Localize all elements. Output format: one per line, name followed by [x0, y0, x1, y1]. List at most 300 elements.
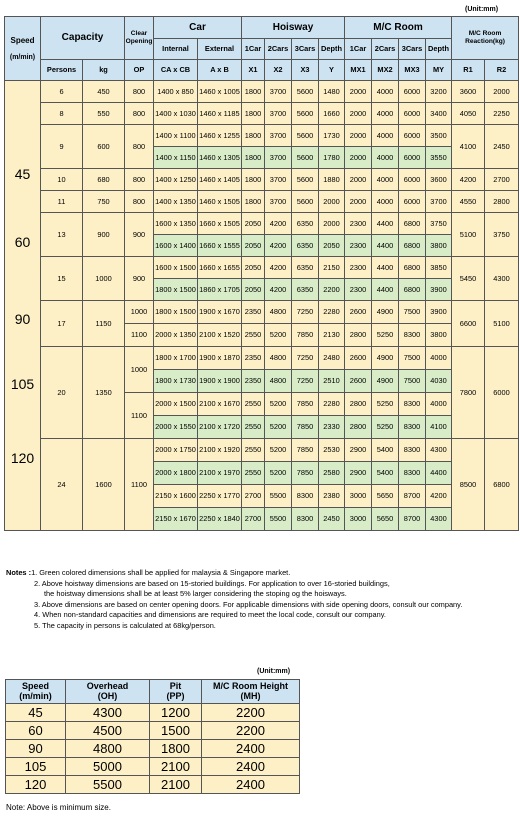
external-cell: 1460 x 1305: [198, 147, 242, 169]
mx1-cell: 2900: [345, 462, 372, 485]
x1-cell: 2050: [242, 279, 265, 301]
mx2-cell: 5400: [372, 439, 399, 462]
external-cell: 1460 x 1505: [198, 191, 242, 213]
my-cell: 3900: [426, 301, 452, 324]
hoisway-3cars-header: 3Cars: [292, 39, 319, 60]
y-cell: 2330: [319, 416, 345, 439]
x2-cell: 4200: [265, 279, 292, 301]
mx2-cell: 4400: [372, 257, 399, 279]
mx1-cell: 2600: [345, 370, 372, 393]
mx3-cell: 8300: [399, 416, 426, 439]
x2-cell: 5200: [265, 416, 292, 439]
min-pit-cell: 1200: [150, 704, 202, 722]
x1-cell: 2050: [242, 235, 265, 257]
persons-cell: 8: [41, 103, 83, 125]
internal-cell: 1600 x 1400: [154, 235, 198, 257]
op-header: OP: [125, 60, 154, 81]
x2-cell: 4800: [265, 301, 292, 324]
table-row: [5, 169, 519, 191]
y-cell: 1780: [319, 147, 345, 169]
persons-cell: 10: [41, 169, 83, 191]
mx1-cell: 2600: [345, 347, 372, 370]
r2-cell: 5100: [485, 301, 519, 347]
min-mc-height-cell: 2400: [202, 776, 300, 794]
external-cell: 2250 x 1770: [198, 485, 242, 508]
mx1-cell: 2800: [345, 393, 372, 416]
x2-cell: 3700: [265, 103, 292, 125]
x2-cell: 3700: [265, 169, 292, 191]
internal-cell: 1400 x 1030: [154, 103, 198, 125]
min-speed-cell: 90: [6, 740, 66, 758]
mx1-cell: 2600: [345, 301, 372, 324]
r1-cell: 5100: [452, 213, 485, 257]
mx3-cell: 6800: [399, 257, 426, 279]
x3-cell: 5600: [292, 103, 319, 125]
kg-cell: 680: [83, 169, 125, 191]
mx3-cell: 6800: [399, 279, 426, 301]
hoisway-1car-header: 1Car: [242, 39, 265, 60]
mx2-cell: 5650: [372, 485, 399, 508]
min-speed-cell: 45: [6, 704, 66, 722]
mc-room-header: M/C Room: [345, 17, 452, 39]
internal-cell: 1400 x 850: [154, 81, 198, 103]
unit-label-top: (Unit:mm): [465, 6, 499, 13]
table-row: [6, 704, 300, 722]
external-cell: 1460 x 1185: [198, 103, 242, 125]
min-speed-header: Speed (m/min): [6, 680, 66, 704]
x3-cell: 5600: [292, 81, 319, 103]
mx3-cell: 8300: [399, 324, 426, 347]
external-cell: 1900 x 1870: [198, 347, 242, 370]
hoisway-header: Hoisway: [242, 17, 345, 39]
mx1-cell: 2300: [345, 235, 372, 257]
x3-cell: 5600: [292, 169, 319, 191]
x2-cell: 5200: [265, 324, 292, 347]
min-mc-height-cell: 2400: [202, 758, 300, 776]
op-cell: 1000: [125, 347, 154, 393]
y-cell: 2530: [319, 439, 345, 462]
min-pit-header: Pit (PP): [150, 680, 202, 704]
mx3-cell: 7500: [399, 370, 426, 393]
external-cell: 1860 x 1705: [198, 279, 242, 301]
my-cell: 4000: [426, 393, 452, 416]
mx1-cell: 3000: [345, 485, 372, 508]
x2-cell: 3700: [265, 191, 292, 213]
table-row: [6, 758, 300, 776]
y-cell: 1480: [319, 81, 345, 103]
table-row: [5, 125, 519, 147]
x2-cell: 4200: [265, 235, 292, 257]
x3-cell: 6350: [292, 213, 319, 235]
table-row: [5, 439, 519, 462]
mx1-cell: 2900: [345, 439, 372, 462]
x3-cell: 6350: [292, 235, 319, 257]
internal-cell: 2000 x 1750: [154, 439, 198, 462]
persons-cell: 13: [41, 213, 83, 257]
r2-cell: 2450: [485, 125, 519, 169]
mx3-cell: 6800: [399, 235, 426, 257]
kg-cell: 750: [83, 191, 125, 213]
x3-cell: 7850: [292, 416, 319, 439]
x1-cell: 2550: [242, 439, 265, 462]
external-cell: 1900 x 1670: [198, 301, 242, 324]
y-cell: 2000: [319, 213, 345, 235]
mx3-cell: 8300: [399, 393, 426, 416]
x2-cell: 5200: [265, 462, 292, 485]
internal-cell: 1400 x 1100: [154, 125, 198, 147]
kg-cell: 1150: [83, 301, 125, 347]
x1-cell: 2050: [242, 213, 265, 235]
note-line: 4. When non-standard capacities and dimensions are required to meet the local code, consult our company.: [34, 610, 386, 619]
internal-cell: 2000 x 1500: [154, 393, 198, 416]
r1-cell: 4550: [452, 191, 485, 213]
r2-cell: 4300: [485, 257, 519, 301]
min-pit-cell: 2100: [150, 776, 202, 794]
mx3-cell: 6000: [399, 125, 426, 147]
mx3-cell: 6000: [399, 147, 426, 169]
x2-cell: 3700: [265, 147, 292, 169]
note-line: 5. The capacity in persons is calculated at 68kg/person.: [34, 620, 216, 630]
min-mc-height-header: M/C Room Height (MH): [202, 680, 300, 704]
mx2-header: MX2: [372, 60, 399, 81]
mx2-cell: 4400: [372, 213, 399, 235]
mx2-cell: 4000: [372, 81, 399, 103]
mx3-cell: 6000: [399, 191, 426, 213]
my-cell: 3600: [426, 169, 452, 191]
x3-cell: 7250: [292, 370, 319, 393]
y-cell: 2200: [319, 279, 345, 301]
r1-cell: 6600: [452, 301, 485, 347]
mc-3cars-header: 3Cars: [399, 39, 426, 60]
y-header: Y: [319, 60, 345, 81]
r1-cell: 7800: [452, 347, 485, 439]
mx2-cell: 4400: [372, 279, 399, 301]
mx1-header: MX1: [345, 60, 372, 81]
min-mc-height-cell: 2400: [202, 740, 300, 758]
my-header: MY: [426, 60, 452, 81]
min-overhead-header: Overhead (OH): [66, 680, 150, 704]
persons-cell: 15: [41, 257, 83, 301]
r2-cell: 6000: [485, 347, 519, 439]
y-cell: 2380: [319, 485, 345, 508]
mx3-cell: 6000: [399, 103, 426, 125]
persons-cell: 11: [41, 191, 83, 213]
mx1-cell: 2800: [345, 324, 372, 347]
x3-cell: 7250: [292, 347, 319, 370]
y-cell: 2000: [319, 191, 345, 213]
my-cell: 3700: [426, 191, 452, 213]
external-cell: 2100 x 1920: [198, 439, 242, 462]
mx2-cell: 5250: [372, 393, 399, 416]
speed-value: 105: [10, 376, 35, 392]
table-row: [5, 301, 519, 324]
x1-cell: 2700: [242, 508, 265, 531]
r2-cell: 2250: [485, 103, 519, 125]
x3-cell: 7850: [292, 462, 319, 485]
speed-value: 45: [14, 166, 31, 182]
mx3-cell: 8300: [399, 439, 426, 462]
x3-cell: 7850: [292, 439, 319, 462]
internal-cell: 1800 x 1700: [154, 347, 198, 370]
x2-cell: 3700: [265, 81, 292, 103]
hoisway-depth-header: Depth: [319, 39, 345, 60]
internal-cell: 1400 x 1250: [154, 169, 198, 191]
external-cell: 1460 x 1405: [198, 169, 242, 191]
table-row: [6, 776, 300, 794]
external-cell: 2250 x 1840: [198, 508, 242, 531]
mx3-header: MX3: [399, 60, 426, 81]
min-mc-height-cell: 2200: [202, 722, 300, 740]
my-cell: 4000: [426, 347, 452, 370]
y-cell: 2510: [319, 370, 345, 393]
min-pit-cell: 2100: [150, 758, 202, 776]
mx2-cell: 4000: [372, 125, 399, 147]
internal-cell: 1800 x 1500: [154, 279, 198, 301]
notes-block: [6, 568, 518, 631]
mc-depth-header: Depth: [426, 39, 452, 60]
mx1-cell: 3000: [345, 508, 372, 531]
r1-cell: 8500: [452, 439, 485, 531]
internal-cell: 2000 x 1550: [154, 416, 198, 439]
x3-cell: 5600: [292, 147, 319, 169]
r2-cell: 2000: [485, 81, 519, 103]
external-header: External: [198, 39, 242, 60]
elevator-spec-table: [4, 16, 519, 531]
x2-cell: 4200: [265, 213, 292, 235]
x1-cell: 1800: [242, 81, 265, 103]
my-cell: 3800: [426, 235, 452, 257]
x2-cell: 5200: [265, 439, 292, 462]
x3-cell: 8300: [292, 485, 319, 508]
kg-cell: 900: [83, 213, 125, 257]
x3-cell: 5600: [292, 191, 319, 213]
y-cell: 1880: [319, 169, 345, 191]
mx1-cell: 2300: [345, 279, 372, 301]
external-cell: 1900 x 1900: [198, 370, 242, 393]
y-cell: 2150: [319, 257, 345, 279]
y-cell: 2580: [319, 462, 345, 485]
internal-cell: 1600 x 1500: [154, 257, 198, 279]
external-cell: 2100 x 1520: [198, 324, 242, 347]
op-cell: 800: [125, 125, 154, 169]
kg-cell: 600: [83, 125, 125, 169]
table-row: [5, 257, 519, 279]
r2-cell: 2800: [485, 191, 519, 213]
minimum-size-table: [5, 679, 300, 794]
internal-cell: 1800 x 1500: [154, 301, 198, 324]
kg-cell: 1600: [83, 439, 125, 531]
x1-cell: 2350: [242, 301, 265, 324]
y-cell: 1730: [319, 125, 345, 147]
x2-cell: 5500: [265, 508, 292, 531]
y-cell: 2280: [319, 393, 345, 416]
table-row: [5, 103, 519, 125]
x1-cell: 1800: [242, 103, 265, 125]
min-speed-cell: 120: [6, 776, 66, 794]
internal-cell: 1800 x 1730: [154, 370, 198, 393]
op-cell: 800: [125, 191, 154, 213]
mc-2cars-header: 2Cars: [372, 39, 399, 60]
kg-cell: 450: [83, 81, 125, 103]
r1-cell: 5450: [452, 257, 485, 301]
y-cell: 2280: [319, 301, 345, 324]
mx2-cell: 4900: [372, 301, 399, 324]
car-header: Car: [154, 17, 242, 39]
op-cell: 1100: [125, 439, 154, 531]
r1-cell: 4100: [452, 125, 485, 169]
clear-opening-header: Clear Opening: [125, 17, 154, 60]
kg-header: kg: [83, 60, 125, 81]
min-pit-cell: 1500: [150, 722, 202, 740]
my-cell: 4200: [426, 485, 452, 508]
mx2-cell: 4900: [372, 347, 399, 370]
min-pit-cell: 1800: [150, 740, 202, 758]
note-line: 2. Above hoistway dimensions are based on 15-storied buildings. For application to over 16-storied buildings,: [34, 578, 390, 588]
x3-cell: 6350: [292, 279, 319, 301]
my-cell: 4100: [426, 416, 452, 439]
my-cell: 4030: [426, 370, 452, 393]
op-cell: 900: [125, 213, 154, 257]
y-cell: 2130: [319, 324, 345, 347]
r2-cell: 6800: [485, 439, 519, 531]
my-cell: 4400: [426, 462, 452, 485]
external-cell: 1660 x 1655: [198, 257, 242, 279]
x3-cell: 7850: [292, 393, 319, 416]
persons-cell: 9: [41, 125, 83, 169]
hoisway-2cars-header: 2Cars: [265, 39, 292, 60]
speed-header: Speed (m/min): [5, 17, 41, 81]
y-cell: 2450: [319, 508, 345, 531]
x1-cell: 2550: [242, 393, 265, 416]
min-overhead-cell: 4800: [66, 740, 150, 758]
x1-cell: 2550: [242, 462, 265, 485]
mx2-cell: 4000: [372, 147, 399, 169]
mx2-cell: 5650: [372, 508, 399, 531]
speed-value: 90: [14, 311, 31, 327]
mx2-cell: 4900: [372, 370, 399, 393]
internal-cell: 2000 x 1350: [154, 324, 198, 347]
my-cell: 3850: [426, 257, 452, 279]
x2-cell: 4800: [265, 347, 292, 370]
persons-cell: 17: [41, 301, 83, 347]
op-cell: 900: [125, 257, 154, 301]
mx3-cell: 8300: [399, 462, 426, 485]
mx3-cell: 8700: [399, 485, 426, 508]
op-cell: 800: [125, 169, 154, 191]
min-mc-height-cell: 2200: [202, 704, 300, 722]
x1-cell: 1800: [242, 191, 265, 213]
internal-cell: 2150 x 1600: [154, 485, 198, 508]
cacb-header: CA x CB: [154, 60, 198, 81]
table-row: [6, 740, 300, 758]
x2-cell: 5500: [265, 485, 292, 508]
x1-cell: 1800: [242, 147, 265, 169]
external-cell: 1460 x 1255: [198, 125, 242, 147]
note-line: 3. Above dimensions are based on center opening doors. For applicable dimensions with side opening doors, consult our company.: [34, 599, 463, 609]
mx1-cell: 2000: [345, 147, 372, 169]
table-row: [5, 191, 519, 213]
mc-1car-header: 1Car: [345, 39, 372, 60]
note-line: the hoistway dimensions shall be at least 5% larger considering the stoping og the hoisways.: [44, 589, 347, 598]
x3-header: X3: [292, 60, 319, 81]
persons-cell: 24: [41, 439, 83, 531]
x2-cell: 3700: [265, 125, 292, 147]
min-speed-cell: 105: [6, 758, 66, 776]
min-overhead-cell: 4300: [66, 704, 150, 722]
my-cell: 3400: [426, 103, 452, 125]
table-row: [5, 213, 519, 235]
unit-label-min-table: (Unit:mm): [257, 668, 291, 675]
r1-cell: 3600: [452, 81, 485, 103]
notes-label: Notes :: [6, 568, 32, 577]
my-cell: 4300: [426, 439, 452, 462]
persons-header: Persons: [41, 60, 83, 81]
x2-header: X2: [265, 60, 292, 81]
table-row: [5, 81, 519, 103]
speed-value: 120: [10, 450, 35, 466]
min-speed-cell: 60: [6, 722, 66, 740]
my-cell: 3500: [426, 125, 452, 147]
x3-cell: 7250: [292, 301, 319, 324]
x1-cell: 1800: [242, 125, 265, 147]
x3-cell: 5600: [292, 125, 319, 147]
mx3-cell: 7500: [399, 347, 426, 370]
persons-cell: 6: [41, 81, 83, 103]
r1-cell: 4050: [452, 103, 485, 125]
y-cell: 2050: [319, 235, 345, 257]
x3-cell: 6350: [292, 257, 319, 279]
r2-header: R2: [485, 60, 519, 81]
mx2-cell: 5250: [372, 416, 399, 439]
external-cell: 2100 x 1970: [198, 462, 242, 485]
mx1-cell: 2800: [345, 416, 372, 439]
y-cell: 1660: [319, 103, 345, 125]
kg-cell: 550: [83, 103, 125, 125]
mx2-cell: 4000: [372, 191, 399, 213]
mx2-cell: 4000: [372, 103, 399, 125]
mx3-cell: 6000: [399, 169, 426, 191]
mx1-cell: 2300: [345, 213, 372, 235]
x1-cell: 2550: [242, 416, 265, 439]
my-cell: 3200: [426, 81, 452, 103]
capacity-header: Capacity: [41, 17, 125, 60]
x1-cell: 2050: [242, 257, 265, 279]
external-cell: 1660 x 1505: [198, 213, 242, 235]
mx1-cell: 2000: [345, 103, 372, 125]
r2-cell: 3750: [485, 213, 519, 257]
x3-cell: 7850: [292, 324, 319, 347]
kg-cell: 1000: [83, 257, 125, 301]
op-cell: 800: [125, 81, 154, 103]
x2-cell: 4200: [265, 257, 292, 279]
x1-cell: 2550: [242, 324, 265, 347]
mx1-cell: 2000: [345, 81, 372, 103]
min-overhead-cell: 5500: [66, 776, 150, 794]
kg-cell: 1350: [83, 347, 125, 439]
external-cell: 1460 x 1005: [198, 81, 242, 103]
mx1-cell: 2300: [345, 257, 372, 279]
mx2-cell: 4000: [372, 169, 399, 191]
table-row: [6, 722, 300, 740]
table-row: [5, 347, 519, 370]
mx1-cell: 2000: [345, 169, 372, 191]
x3-cell: 8300: [292, 508, 319, 531]
external-cell: 1660 x 1555: [198, 235, 242, 257]
external-cell: 2100 x 1720: [198, 416, 242, 439]
axb-header: A x B: [198, 60, 242, 81]
x1-header: X1: [242, 60, 265, 81]
min-overhead-cell: 4500: [66, 722, 150, 740]
